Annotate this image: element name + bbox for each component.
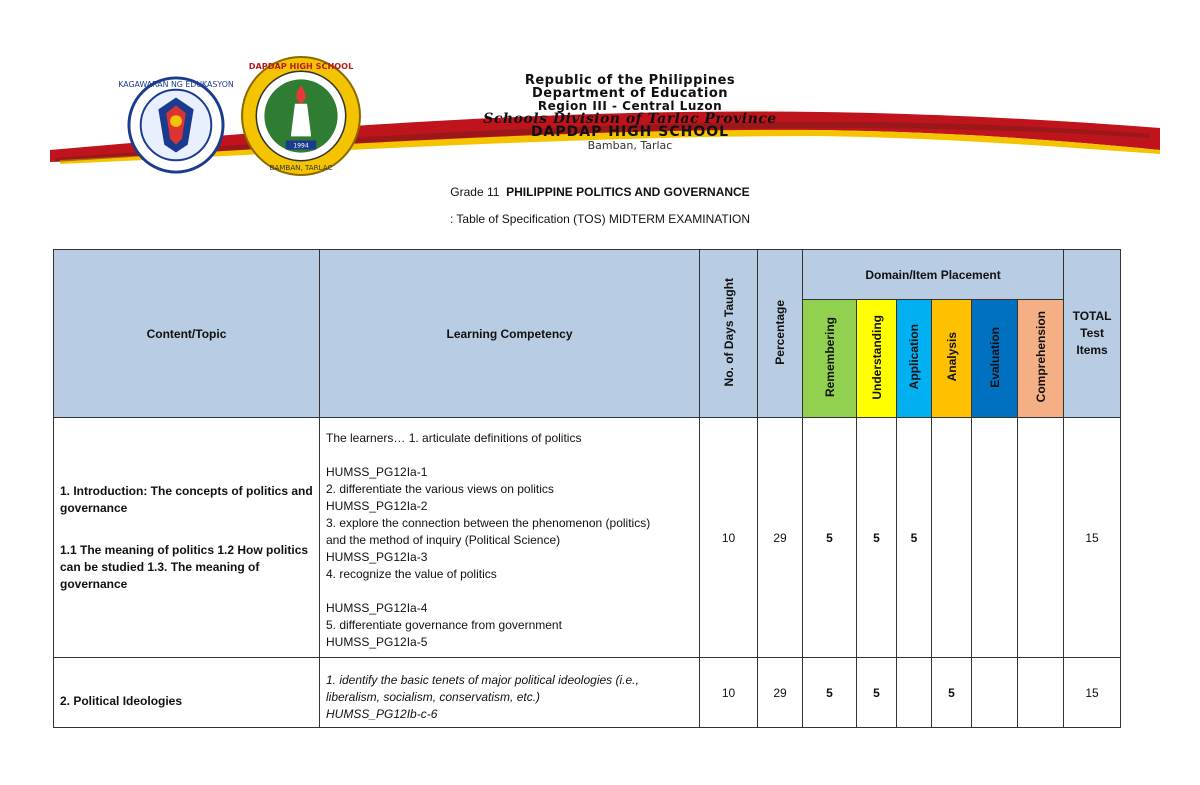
competency-cell [320, 418, 700, 658]
total-label-1: TOTAL [1072, 309, 1112, 323]
republic-line: Republic of the Philippines [524, 73, 736, 88]
comprehension-label: Comprehension [1033, 311, 1048, 403]
seal-year: 1994 [293, 142, 309, 150]
application-cell: 5 [897, 418, 932, 658]
percentage-cell: 29 [758, 658, 803, 728]
total-label-3: Items [1076, 343, 1108, 357]
competency-line: liberalism, socialism, conservatism, etc.) [326, 690, 541, 704]
comprehension-cell [1018, 418, 1064, 658]
competency-line: 1. identify the basic tenets of major political ideologies (i.e., [326, 673, 639, 687]
analysis-cell: 5 [932, 658, 972, 728]
competency-line: 3. explore the connection between the phenomenon (politics) [326, 516, 651, 530]
competency-line: HUMSS_PG12Ia-4 [326, 601, 428, 615]
percentage-label: Percentage [773, 299, 787, 365]
header-evaluation [972, 300, 1018, 418]
document-subtitle: : Table of Specification (TOS) MIDTERM EXAMINATION [449, 212, 751, 226]
remembering-cell: 5 [803, 418, 857, 658]
header-comprehension [1018, 300, 1064, 418]
remembering-cell: 5 [803, 658, 857, 728]
total-cell: 15 [1064, 418, 1121, 658]
table-row [54, 658, 1121, 728]
seal-location: BAMBAN, TARLAC [269, 162, 333, 172]
header-application [897, 300, 932, 418]
competency-line: HUMSS_PG12Ia-3 [326, 550, 428, 564]
header-analysis [932, 300, 972, 418]
deped-seal-logo [118, 76, 234, 174]
header-domain-placement: Domain/Item Placement [803, 250, 1064, 300]
grade-label: Grade 11 [450, 185, 500, 199]
competency-line: HUMSS_PG12Ia-5 [326, 635, 428, 649]
evaluation-cell [972, 658, 1018, 728]
header-days-taught [700, 250, 758, 418]
department-line: Department of Education [531, 86, 729, 101]
percentage-cell: 29 [758, 418, 803, 658]
header-learning-competency: Learning Competency [320, 250, 700, 418]
school-seal-logo [240, 55, 362, 177]
understanding-label: Understanding [869, 314, 884, 400]
seal-school-name: DAPDAP HIGH SCHOOL [248, 61, 354, 72]
competency-line: 5. differentiate governance from government [326, 618, 562, 632]
competency-line: HUMSS_PG12Ia-1 [326, 465, 428, 479]
understanding-cell: 5 [857, 418, 897, 658]
competency-line: 2. differentiate the various views on politics [326, 482, 554, 496]
header-content-topic: Content/Topic [54, 250, 320, 418]
application-cell [897, 658, 932, 728]
header-remembering [803, 300, 857, 418]
school-name-line: DAPDAP HIGH SCHOOL [530, 124, 730, 140]
location-line: Bamban, Tarlac [587, 139, 673, 152]
comprehension-cell [1018, 658, 1064, 728]
region-line: Region III - Central Luzon [537, 99, 723, 113]
topic-title: 1. Introduction: The concepts of politics and governance [60, 483, 313, 515]
topic-title: 2. Political Ideologies [60, 694, 183, 708]
understanding-cell: 5 [857, 658, 897, 728]
remembering-label: Remembering [822, 316, 837, 398]
topic-subtopics: 1.1 The meaning of politics 1.2 How politics can be studied 1.3. The meaning of governance [60, 542, 309, 591]
seal-left-text: KAGAWARAN NG EDUKASYON [118, 79, 234, 89]
document-title [0, 185, 1200, 199]
letterhead-text [420, 73, 840, 152]
competency-line: 4. recognize the value of politics [326, 567, 497, 581]
table-row [54, 418, 1121, 658]
analysis-label: Analysis [944, 332, 959, 382]
division-line: Schools Division of Tarlac Province [483, 111, 777, 127]
days-cell: 10 [700, 418, 758, 658]
competency-line: and the method of inquiry (Political Science) [326, 533, 561, 547]
total-cell: 15 [1064, 658, 1121, 728]
header-percentage [758, 250, 803, 418]
evaluation-cell [972, 418, 1018, 658]
days-taught-label: No. of Days Taught [721, 277, 736, 387]
topic-cell [54, 418, 320, 658]
competency-line: HUMSS_PG12Ib-c-6 [326, 707, 438, 721]
header-understanding [857, 300, 897, 418]
competency-line: The learners… 1. articulate definitions of politics [326, 431, 582, 445]
days-cell: 10 [700, 658, 758, 728]
analysis-cell [932, 418, 972, 658]
total-label-2: Test [1080, 326, 1104, 340]
application-label: Application [907, 324, 921, 390]
topic-cell [54, 658, 320, 728]
tos-table [53, 249, 1121, 728]
competency-line: HUMSS_PG12Ia-2 [326, 499, 428, 513]
subject-label: PHILIPPINE POLITICS AND GOVERNANCE [506, 185, 750, 199]
evaluation-label: Evaluation [987, 326, 1002, 388]
header-total-test-items [1064, 250, 1121, 418]
competency-cell [320, 658, 700, 728]
